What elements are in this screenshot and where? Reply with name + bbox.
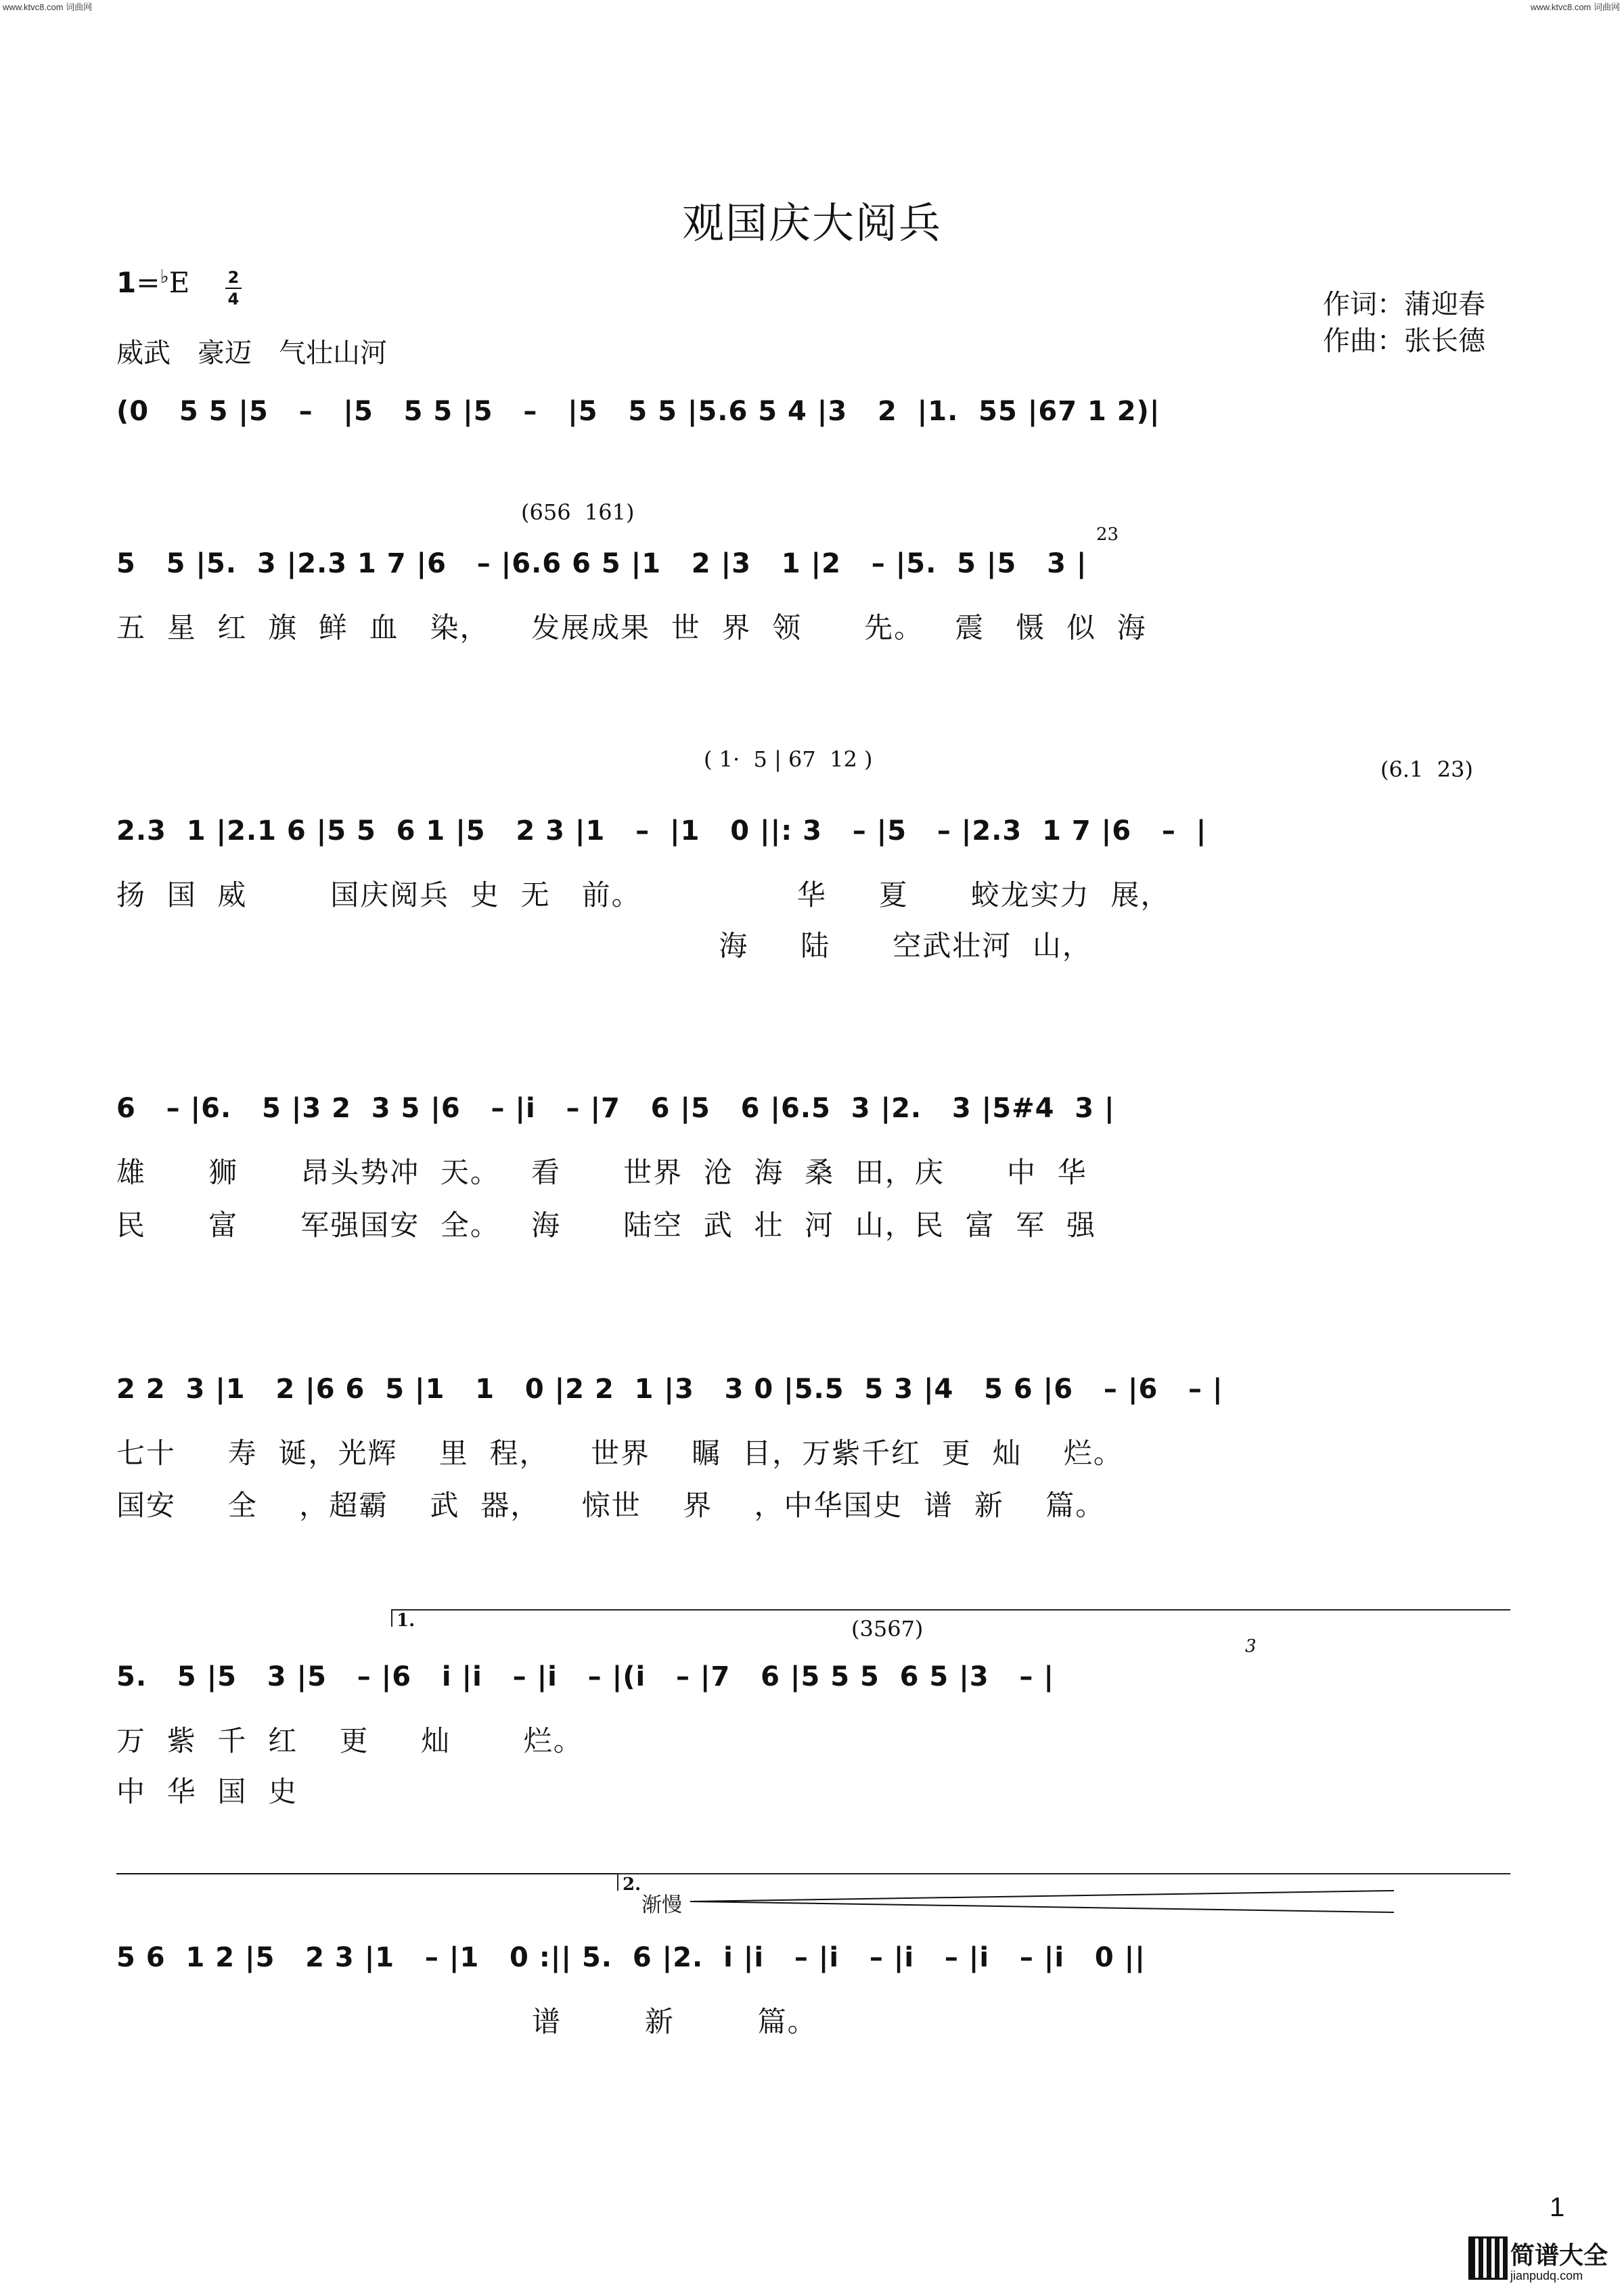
page-number: 1 (1550, 2192, 1565, 2222)
time-signature (223, 267, 244, 309)
triplet-marker: 3 (1245, 1636, 1257, 1657)
lyrics-system-3-verse-1: 扬 国 威 国庆阅兵 史 无 前。 华 夏 蛟龙实力 展， (116, 878, 1171, 911)
lyrics-system-5-verse-1: 七十 寿 诞，光辉 里 程， 世界 瞩 目，万紫千红 更 灿 烂。 (116, 1437, 1123, 1470)
logo-url: jianpudq.com (1510, 2269, 1583, 2282)
score-system-1: (0 5 5 |5 – |5 5 5 |5 – |5 5 5 |5.6 5 4 |3 2 |1. 55 |67 1 2)| (116, 396, 1160, 427)
score-system-5: 2 2 3 |1 2 |6 6 5 |1 1 0 |2 2 1 |3 3 0 |5.5 5 3 |4 5 6 |6 – |6 – | (116, 1374, 1223, 1405)
score-system-6: 5. 5 |5 3 |5 – |6 i |i – |i – |(i – |7 6 |5 5 5 6 5 |3 – | (116, 1661, 1054, 1692)
score-system-2: 5 5 |5. 3 |2.3 1 7 |6 – |6.6 6 5 |1 2 |3 1 |2 – |5. 5 |5 3 | (116, 548, 1087, 579)
song-title: 观国庆大阅兵 (681, 198, 942, 248)
watermark-left: www.ktvc8.com 词曲网 (3, 2, 93, 12)
lyrics-system-4-verse-1: 雄 狮 昂头势冲 天。 看 世界 沧 海 桑 田，庆 中 华 (116, 1156, 1087, 1189)
time-signature-bottom: 4 (227, 290, 240, 309)
lyrics-system-7-verse-1: 谱 新 篇。 (116, 2005, 817, 2038)
logo-brand: 简谱大全 (1510, 2242, 1608, 2270)
lyricist: 作词：蒲迎春 (1323, 289, 1485, 320)
decrescendo-hairpin-icon (690, 1889, 1394, 1914)
second-ending-label: 2. (623, 1874, 641, 1895)
lyrics-system-4-verse-2: 民 富 军强国安 全。 海 陆空 武 壮 河 山，民 富 军 强 (116, 1209, 1096, 1242)
lyrics-system-2-verse-1: 五 星 红 旗 鲜 血 染， 发展成果 世 界 领 先。 震 慑 似 海 (116, 611, 1147, 644)
watermark-right: www.ktvc8.com 词曲网 (1530, 2, 1620, 12)
composer: 作曲：张长德 (1323, 325, 1485, 357)
grace-annotation: (656 161) (521, 499, 635, 525)
score-system-4: 6 – |6. 5 |3 2 3 5 |6 – |i – |7 6 |5 6 |6.5 3 |2. 3 |5#4 3 | (116, 1093, 1115, 1124)
lyrics-system-6-verse-2: 中 华 国 史 (116, 1775, 298, 1808)
ossia-annotation-3: (3567) (851, 1616, 924, 1642)
score-system-3: 2.3 1 |2.1 6 |5 5 6 1 |5 2 3 |1 – |1 0 ||: 3 – |5 – |2.3 1 7 |6 – | (116, 815, 1207, 847)
key-equals: = (136, 266, 160, 299)
flat-icon: ♭ (160, 265, 169, 288)
mood-marking: 威武 豪迈 气壮山河 (116, 338, 387, 369)
first-ending-label: 1. (397, 1611, 415, 1631)
system-divider-line (116, 1873, 617, 1874)
lyrics-system-3-verse-2: 海 陆 空武壮河 山， (116, 929, 1092, 962)
key-one: 1 (116, 266, 137, 299)
site-logo (1468, 2236, 1617, 2291)
key-note: E (168, 266, 190, 299)
score-system-7: 5 6 1 2 |5 2 3 |1 – |1 0 :|| 5. 6 |2. i |i – |i – |i – |i – |i 0 || (116, 1942, 1146, 1973)
lyrics-system-6-verse-1: 万 紫 千 红 更 灿 烂。 (116, 1724, 583, 1757)
lyrics-system-5-verse-2: 国安 全 ，超霸 武 器， 惊世 界 ，中华国史 谱 新 篇。 (116, 1489, 1106, 1522)
ossia-annotation-2: (6.1 23) (1380, 757, 1473, 782)
key-signature (116, 265, 189, 299)
grace-note: 23 (1096, 524, 1119, 545)
piano-keys-icon (1468, 2236, 1508, 2280)
second-ending-bracket (617, 1873, 1510, 1895)
time-signature-top: 2 (227, 268, 240, 287)
tempo-marking: 渐慢 (641, 1893, 682, 1917)
ossia-annotation: ( 1· 5 | 67 12 ) (704, 746, 873, 772)
